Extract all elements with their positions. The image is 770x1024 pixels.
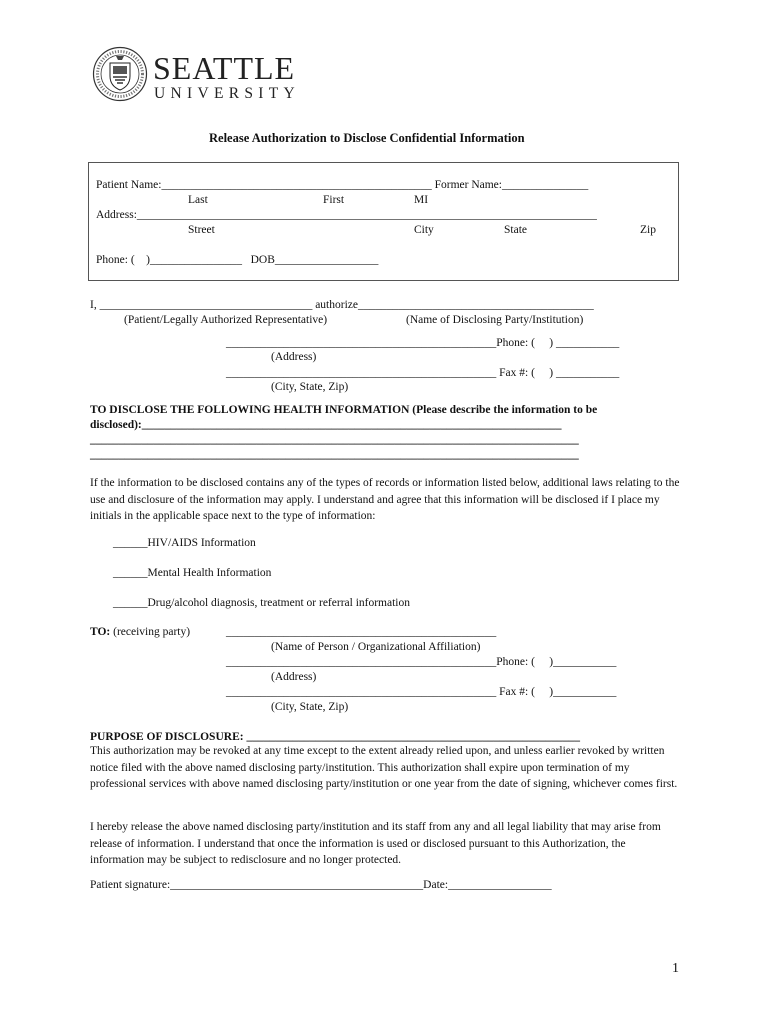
receiving-address-caption: (Address) xyxy=(271,671,317,683)
addr-state-label: State xyxy=(504,224,527,236)
address-field[interactable]: Address:________________________________________________________________________________ xyxy=(96,209,597,221)
health-info-heading: TO DISCLOSE THE FOLLOWING HEALTH INFORMATION (Please describe the information to be xyxy=(90,404,598,416)
university-seal-logo xyxy=(92,46,148,102)
receiving-city-caption: (City, State, Zip) xyxy=(271,701,349,713)
release-paragraph: I hereby release the above named disclosing party/institution and its staff from any and all legal liability that may arise from release of information. I understand that once the information is used or disclosed pursuant to this Authorization, the information may be subject to redisclosure and no longer protected. xyxy=(90,821,661,866)
representative-caption: (Patient/Legally Authorized Representative) xyxy=(124,314,328,326)
receiving-name-field[interactable]: _______________________________________________ xyxy=(226,626,497,638)
city-state-zip-caption: (City, State, Zip) xyxy=(271,381,349,393)
purpose-field[interactable]: PURPOSE OF DISCLOSURE: __________________________________________________________ xyxy=(90,731,580,743)
logo-subtitle: UNIVERSITY xyxy=(154,85,300,102)
phone-dob-field[interactable]: Phone: ( )________________ DOB__________________ xyxy=(96,254,379,266)
drug-alcohol-initials-field[interactable]: ______Drug/alcohol diagnosis, treatment or referral information xyxy=(113,597,410,609)
health-info-field-2[interactable]: _____________________________________________________________________________________ xyxy=(90,434,579,446)
name-last-label: Last xyxy=(188,194,208,206)
health-info-field-3[interactable]: _____________________________________________________________________________________ xyxy=(90,449,579,461)
addr-street-label: Street xyxy=(188,224,215,236)
receiving-name-caption: (Name of Person / Organizational Affiliation) xyxy=(271,641,481,653)
page-number: 1 xyxy=(672,961,679,976)
receiving-party-label xyxy=(90,627,190,639)
logo-wordmark: SEATTLE xyxy=(153,50,296,86)
addr-city-label: City xyxy=(414,224,434,236)
addr-zip-label: Zip xyxy=(640,224,656,236)
disclosing-address-phone-field[interactable]: _______________________________________________Phone: ( ) ___________ xyxy=(226,337,620,349)
receiving-address-phone-field[interactable]: _______________________________________________Phone: ( )___________ xyxy=(226,656,617,668)
authorize-line[interactable]: I, _____________________________________ authorize_________________________________________ xyxy=(90,299,594,311)
disclosing-city-fax-field[interactable]: _______________________________________________ Fax #: ( ) ___________ xyxy=(226,367,620,379)
revocation-paragraph: This authorization may be revoked at any time except to the extent already relied upon, and unless earlier revoked by written notice filed with the above named disclosing party/institution. This authorization shall expire upon termination of my professional services with above named disclosing party/institution or one year from the date of signing, whichever comes first. xyxy=(90,745,678,790)
to-label: TO: xyxy=(90,626,111,638)
receiving-party-text: (receiving party) xyxy=(110,626,191,638)
form-title: Release Authorization to Disclose Confidential Information xyxy=(209,131,525,145)
name-first-label: First xyxy=(323,194,345,206)
health-info-field-1[interactable]: disclosed):_________________________________________________________________________ xyxy=(90,419,562,431)
name-mi-label: MI xyxy=(414,194,429,206)
receiving-city-fax-field[interactable]: _______________________________________________ Fax #: ( )___________ xyxy=(226,686,617,698)
mental-health-initials-field[interactable]: ______Mental Health Information xyxy=(113,567,272,579)
patient-name-field[interactable]: Patient Name:_______________________________________________ Former Name:_______________ xyxy=(96,179,589,191)
disclosing-party-caption: (Name of Disclosing Party/Institution) xyxy=(406,314,584,326)
address-caption: (Address) xyxy=(271,351,317,363)
hiv-aids-initials-field[interactable]: ______HIV/AIDS Information xyxy=(113,537,256,549)
signature-date-field[interactable]: Patient signature:____________________________________________Date:__________________ xyxy=(90,879,552,891)
sensitive-info-paragraph: If the information to be disclosed contains any of the types of records or information listed below, additional laws relating to the use and disclosure of the information may apply. I understand and agree that this information will be disclosed if I place my initials in the applicable space next to the type of information: xyxy=(90,477,680,522)
